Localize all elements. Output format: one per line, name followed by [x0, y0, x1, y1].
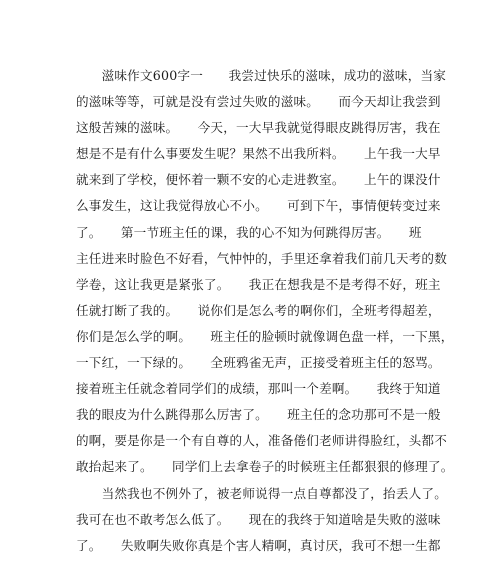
text-line: 接着班主任就念着同学们的成绩，那叫一个差啊。 我终于知道 [76, 381, 441, 397]
text-line: 任就打断了我的。 说你们是怎么考的啊你们，全班考得超差， [76, 302, 441, 318]
text-line: 的啊，要是你是一个有自尊的人，准备倦们老师讲得脸红，头都不 [76, 433, 448, 449]
text-line: 了。 第一节班主任的课，我的心不知为何跳得厉害。 班 [76, 224, 422, 240]
text-line: 敢抬起来了。 同学们上去拿卷子的时候班主任都狠狠的修理了。 [76, 459, 454, 475]
text-line: 的滋味等等，可就是没有尝过失败的滋味。 而今天却让我尝到 [76, 94, 441, 110]
text-line: 当然我也不例外了，被老师说得一点自尊都没了，抬丢人了。 [76, 485, 448, 501]
text-line: 么事发生，这让我觉得放心不小。 可到下午，事情便转变过来 [76, 198, 441, 214]
text-line: 主任进来时脸色不好看，气忡忡的，手里还拿着我们前几天考的数 [76, 250, 448, 266]
text-line: 我的眼皮为什么跳得那么厉害了。 班主任的念功那可不是一般 [76, 407, 441, 423]
text-line: 就来到了学校，便怀着一颗不安的心走进教室。 上午的课没什 [76, 172, 441, 188]
text-line: 你们是怎么学的啊。 班主任的脸顿时就像调色盘一样，一下黑， [76, 328, 454, 344]
essay-text [76, 63, 454, 559]
text-line: 学卷，这让我更是紧张了。 我正在想我是不是考得不好，班主 [76, 276, 441, 292]
text-line: 一下红，一下绿的。 全班鸦雀无声，正接受着班主任的怒骂。 [76, 355, 441, 371]
text-line: 滋味作文600字一 我尝过快乐的滋味，成功的滋味，当家 [76, 68, 447, 83]
text-line: 想是不是有什么事要发生呢？果然不出我所料。 上午我一大早 [76, 146, 441, 162]
text-line: 我可在也不敢考怎么低了。 现在的我终于知道啥是失败的滋味 [76, 511, 441, 527]
text-line: 了。 失败啊失败你真是个害人精啊，真讨厌，我可不想一生都 [76, 537, 441, 553]
text-line: 这般苦辣的滋味。 今天，一大早我就觉得眼皮跳得厉害，我在 [76, 120, 441, 136]
